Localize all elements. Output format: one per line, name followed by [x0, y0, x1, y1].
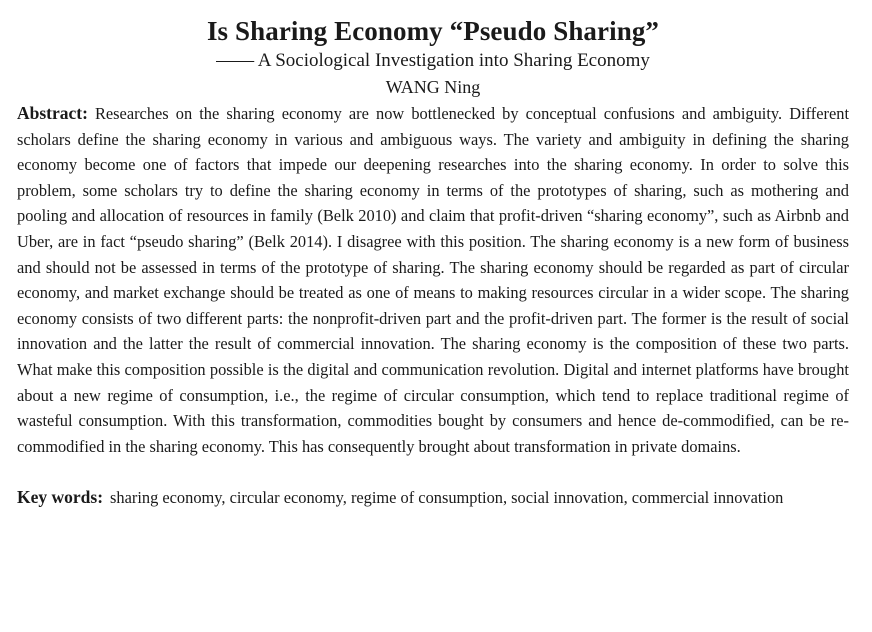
- keywords-label: Key words:: [17, 486, 104, 507]
- paper-page: [0, 14, 872, 632]
- keywords-text: sharing economy, circular economy, regime of consumption, social innovation, commercial innovation: [110, 487, 784, 507]
- paper-author: WANG Ning: [385, 77, 481, 97]
- abstract-text: Researches on the sharing economy are now bottlenecked by conceptual confusions and ambiguity. Different scholars define the sharing economy in various and ambiguous ways. The variety and ambiguity in defining the sharing economy become one of factors that impede our deepening researches into the sharing economy. In order to solve this problem, some scholars try to define the sharing economy in terms of the prototypes of sharing, such as mothering and pooling and allocation of resources in family (Belk 2010) and claim that profit-driven “sharing economy”, such as Airbnb and Uber, are in fact “pseudo sharing” (Belk 2014). I disagree with this position. The sharing economy is a new form of business and should not be assessed in terms of the prototype of sharing. The sharing economy should be regarded as part of circular economy, and market exchange should be treated as one of means to making resources circular in a wider scope. The sharing economy consists of two different parts: the nonprofit-driven part and the profit-driven part. The former is the result of social innovation and the latter the result of commercial innovation. The sharing economy is the composition of these two parts. What make this composition possible is the digital and communication revolution. Digital and internet platforms have brought about a new regime of consumption, i.e., the regime of circular consumption, which tend to replace traditional regime of wasteful consumption. With this transformation, commodities bought by consumers and hence de-commodified, can be re-commodified in the sharing economy. This has consequently brought about transformation in private domains.: [17, 104, 849, 456]
- abstract-label: Abstract:: [17, 103, 88, 123]
- paper-subtitle: —— A Sociological Investigation into Sharing Economy: [216, 50, 650, 71]
- paper-title: Is Sharing Economy “Pseudo Sharing”: [206, 16, 660, 46]
- keywords-section: [17, 485, 849, 510]
- abstract-section: [17, 101, 849, 459]
